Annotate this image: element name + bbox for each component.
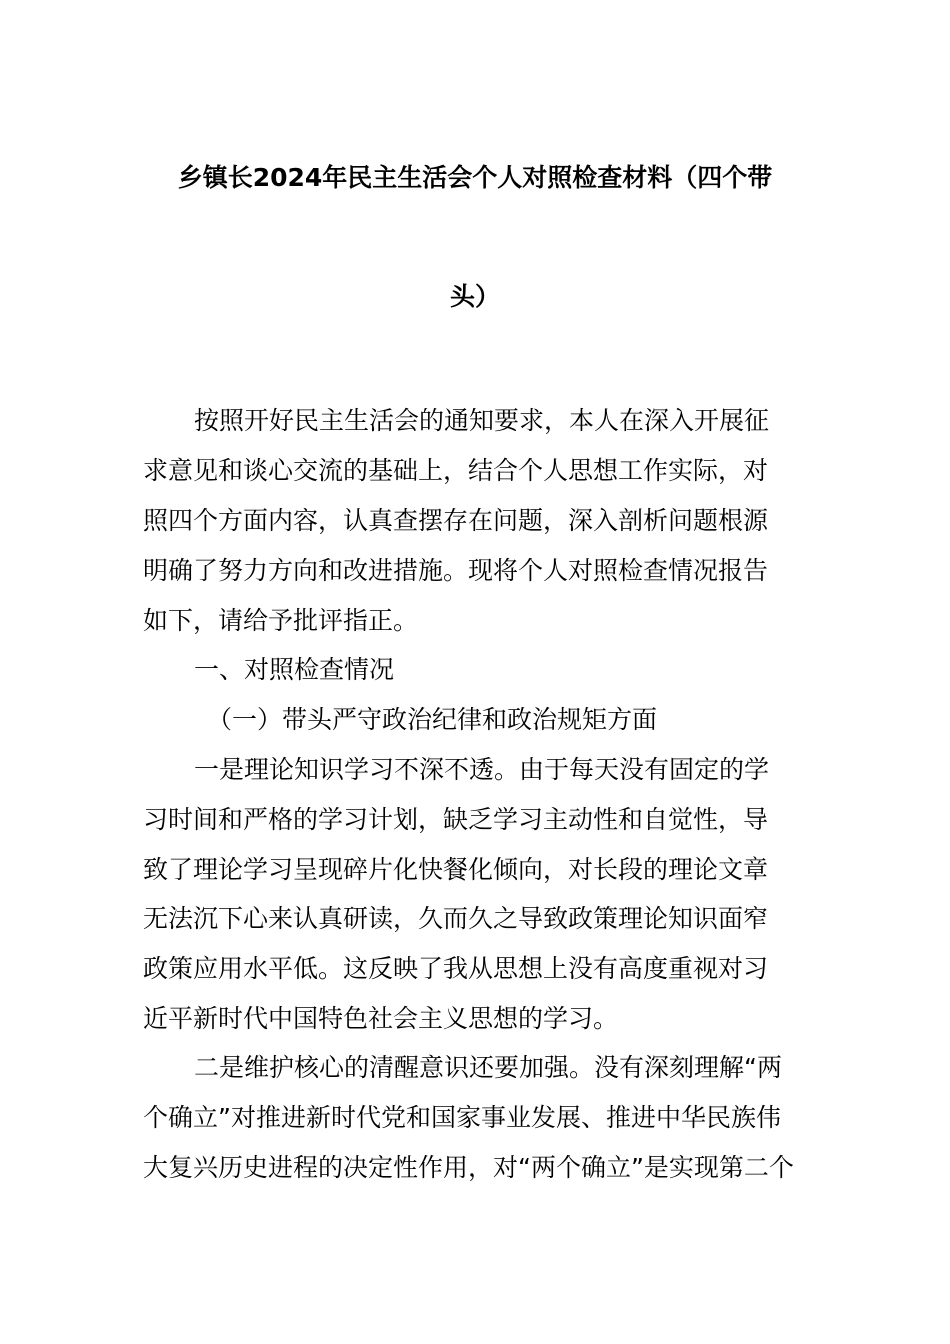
document-title-line-2: 头） <box>449 282 500 311</box>
paragraph-line: 二是维护核心的清醒意识还要加强。没有深刻理解“两 <box>194 1053 782 1082</box>
paragraph-line: 求意见和谈心交流的基础上，结合个人思想工作实际，对 <box>143 456 769 485</box>
paragraph-line: 按照开好民主生活会的通知要求，本人在深入开展征 <box>194 406 770 435</box>
section-heading: 一、对照检查情况 <box>194 655 395 684</box>
paragraph-line: 大复兴历史进程的决定性作用，对“两个确立”是实现第二个 <box>143 1153 794 1182</box>
paragraph-line: 近平新时代中国特色社会主义思想的学习。 <box>143 1004 619 1033</box>
paragraph-line: 政策应用水平低。这反映了我从思想上没有高度重视对习 <box>143 954 769 983</box>
document-title-line-1: 乡镇长2024年民主生活会个人对照检查材料（四个带 <box>177 163 773 192</box>
paragraph-line: 一是理论知识学习不深不透。由于每天没有固定的学 <box>194 755 770 784</box>
paragraph-line: 明确了努力方向和改进措施。现将个人对照检查情况报告 <box>143 556 769 585</box>
paragraph-line: 致了理论学习呈现碎片化快餐化倾向，对长段的理论文章 <box>143 855 769 884</box>
paragraph-line: 无法沉下心来认真研读，久而久之导致政策理论知识面窄 <box>143 904 769 933</box>
paragraph-line: 如下，请给予批评指正。 <box>143 606 419 635</box>
paragraph-line: 习时间和严格的学习计划，缺乏学习主动性和自觉性，导 <box>143 805 769 834</box>
subsection-heading: （一）带头严守政治纪律和政治规矩方面 <box>207 705 658 734</box>
paragraph-line: 照四个方面内容，认真查摆存在问题，深入剖析问题根源 <box>143 506 769 535</box>
paragraph-line: 个确立”对推进新时代党和国家事业发展、推进中华民族伟 <box>143 1103 781 1132</box>
